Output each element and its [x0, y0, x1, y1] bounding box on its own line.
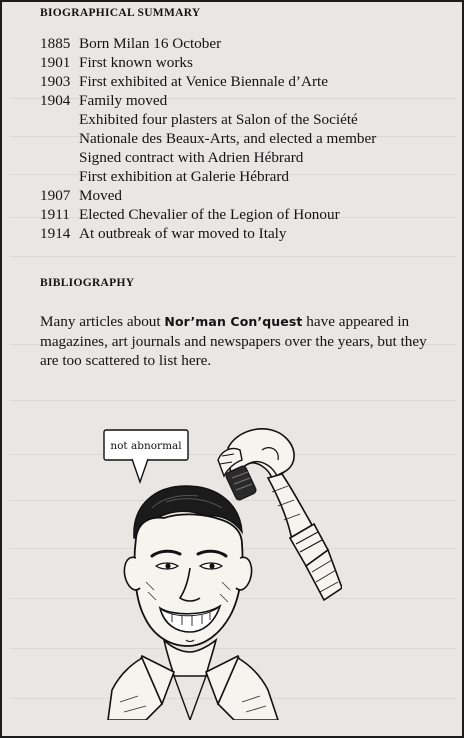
biography-entry — [40, 167, 460, 186]
man-head — [124, 486, 251, 646]
biographical-summary-heading: BIOGRAPHICAL SUMMARY — [40, 7, 201, 19]
entry-year: 1914 — [40, 225, 71, 242]
bibliography-text-end: have appeared in magazines, art journals and newspapers over the years, but they are too scattered to list here. — [40, 313, 427, 369]
entry-text: First exhibited at Venice Biennale d’Arte — [79, 73, 328, 90]
cartoon-man-illustration — [102, 420, 342, 720]
biography-entry — [40, 205, 460, 224]
entry-text: Exhibited four plasters at Salon of the Société — [79, 111, 358, 128]
bibliography-heading: BIBLIOGRAPHY — [40, 277, 135, 289]
biography-entry — [40, 53, 460, 72]
biography-entry — [40, 72, 460, 91]
entry-year: 1904 — [40, 92, 71, 109]
bibliography-text-start: Many articles about — [40, 313, 165, 330]
biography-entry — [40, 91, 460, 110]
entry-year: 1907 — [40, 187, 71, 204]
entry-text: Signed contract with Adrien Hébrard — [79, 149, 304, 166]
entry-text: Moved — [79, 187, 123, 204]
entry-year — [40, 167, 79, 186]
man-shirt — [108, 640, 278, 720]
entry-text: Nationale des Beaux-Arts, and elected a member — [79, 130, 377, 147]
entry-year: 1903 — [40, 73, 71, 90]
entry-text: Elected Chevalier of the Legion of Honour — [79, 206, 340, 223]
speech-bubble-text: not abnormal — [110, 440, 182, 452]
entry-year: 1901 — [40, 54, 71, 71]
biography-entry — [40, 110, 460, 129]
entry-text: Family moved — [79, 92, 168, 109]
document-content — [40, 4, 460, 371]
entry-year — [40, 129, 79, 148]
entry-text: At outbreak of war moved to Italy — [79, 225, 287, 242]
biography-entry — [40, 224, 460, 243]
biography-entry — [40, 129, 460, 148]
entry-year — [40, 110, 79, 129]
biography-entry — [40, 148, 460, 167]
entry-year: 1911 — [40, 206, 70, 223]
entry-year — [40, 148, 79, 167]
biography-entry — [40, 186, 460, 205]
bibliography-paragraph — [40, 312, 435, 371]
brand-name: Nor’man Con’quest — [164, 314, 303, 329]
speech-bubble — [104, 430, 188, 482]
biography-list — [40, 34, 460, 243]
entry-year: 1885 — [40, 35, 71, 52]
entry-text: First known works — [79, 54, 193, 71]
entry-text: First exhibition at Galerie Hébrard — [79, 168, 290, 185]
entry-text: Born Milan 16 October — [79, 35, 222, 52]
biography-entry — [40, 34, 460, 53]
